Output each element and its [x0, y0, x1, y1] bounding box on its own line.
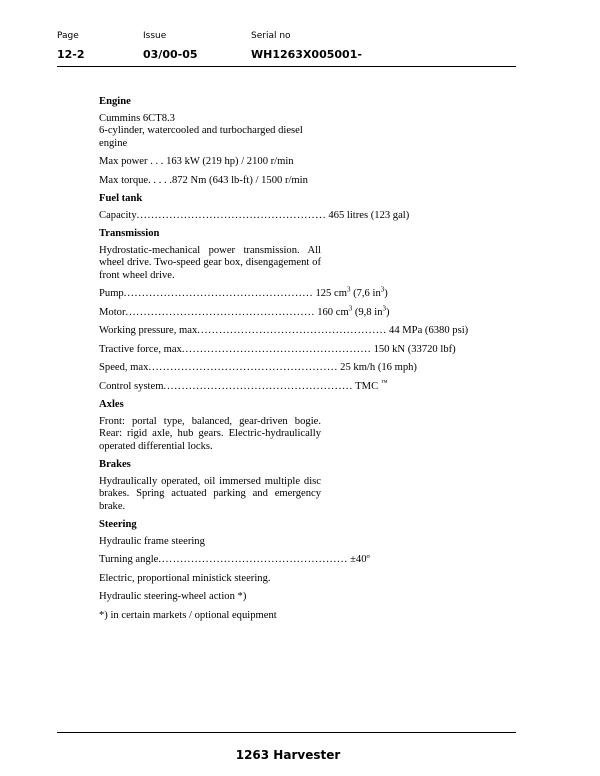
- issue-label: Issue: [143, 31, 167, 41]
- transmission-heading: Transmission: [99, 228, 160, 239]
- engine-heading: Engine: [99, 96, 131, 107]
- turning-angle-label: Turning angle: [99, 554, 159, 565]
- spec-body: [99, 96, 469, 628]
- footer-rule: [57, 732, 516, 733]
- footer-title: 1263 Harvester: [235, 748, 341, 762]
- engine-max-power: Max power . . . 163 kW (219 hp) / 2100 r/min: [99, 156, 294, 167]
- serial-label: Serial no: [251, 31, 291, 41]
- ministick-steering: Electric, proportional ministick steering.: [99, 572, 271, 584]
- pressure-label: Working pressure, max: [99, 325, 198, 336]
- pump-value: 125 $cm^3$ (7,6 $in^3$): [315, 285, 388, 299]
- page-label: Page: [57, 31, 79, 41]
- footnote: *) in certain markets / optional equipment: [99, 609, 277, 621]
- fuel-tank-heading: Fuel tank: [99, 193, 143, 204]
- axles-heading: Axles: [99, 399, 124, 410]
- dot-leader: ....................................................: [136, 209, 327, 221]
- pressure-value: 44 MPa (6380 psi): [389, 325, 469, 336]
- page-number: 12-2: [57, 48, 85, 61]
- brakes-description: Hydraulically operated, oil immersed multiple disc brakes. Spring actuated parking and emergency brake.: [99, 475, 321, 512]
- control-value: TMC ™: [355, 377, 388, 392]
- engine-description: 6-cylinder, watercooled and turbocharged diesel engine: [99, 125, 303, 149]
- dot-leader: ....................................................: [163, 380, 354, 392]
- dot-leader: ....................................................: [158, 554, 349, 565]
- pump-row: [99, 285, 388, 301]
- dot-leader: ....................................................: [181, 343, 372, 355]
- steering-heading: Steering: [99, 519, 137, 530]
- brakes-heading: Brakes: [99, 459, 131, 470]
- dot-leader: ....................................................: [123, 288, 314, 299]
- turning-angle-value: ±40º: [350, 554, 370, 565]
- engine-max-torque: Max torque. . . . .872 Nm (643 lb-ft) / 1500 r/min: [99, 174, 308, 186]
- speed-label: Speed, max: [99, 362, 149, 373]
- speed-value: 25 km/h (16 mph): [340, 362, 417, 373]
- pump-label: Pump: [99, 288, 124, 299]
- motor-value: 160 $cm^3$ (9,8 $in^3$): [317, 303, 390, 318]
- tractive-value: 150 kN (33720 lbf): [373, 343, 456, 355]
- pressure-row: [99, 325, 469, 338]
- tractive-row: [99, 343, 456, 357]
- control-label: Control system: [99, 380, 164, 392]
- dot-leader: ....................................................: [148, 362, 339, 373]
- motor-label: Motor: [99, 306, 126, 318]
- steering-type: Hydraulic frame steering: [99, 535, 205, 547]
- dot-leader: ....................................................: [197, 325, 388, 336]
- transmission-description: Hydrostatic-mechanical power transmission. All wheel drive. Two-speed gear box, disengagement of front wheel drive.: [99, 244, 321, 281]
- steering-wheel-action: Hydraulic steering-wheel action *): [99, 591, 247, 602]
- motor-row: [99, 303, 390, 320]
- fuel-capacity-label: Capacity: [99, 209, 137, 221]
- fuel-capacity-value: 465 litres (123 gal): [328, 209, 410, 221]
- serial-number: WH1263X005001-: [251, 48, 362, 61]
- tractive-label: Tractive force, max: [99, 343, 182, 355]
- header-rule: [57, 66, 516, 67]
- fuel-capacity-row: [99, 209, 410, 223]
- speed-row: [99, 362, 417, 375]
- engine-model: Cummins 6CT8.3: [99, 112, 175, 124]
- axles-description: Front: portal type, balanced, gear-driven bogie. Rear: rigid axle, hub gears. Electric-hydraulically operated differential locks.: [99, 415, 321, 452]
- turning-angle-row: [99, 554, 370, 567]
- issue-date: 03/00-05: [143, 48, 198, 61]
- dot-leader: ....................................................: [125, 306, 316, 318]
- control-row: [99, 377, 388, 394]
